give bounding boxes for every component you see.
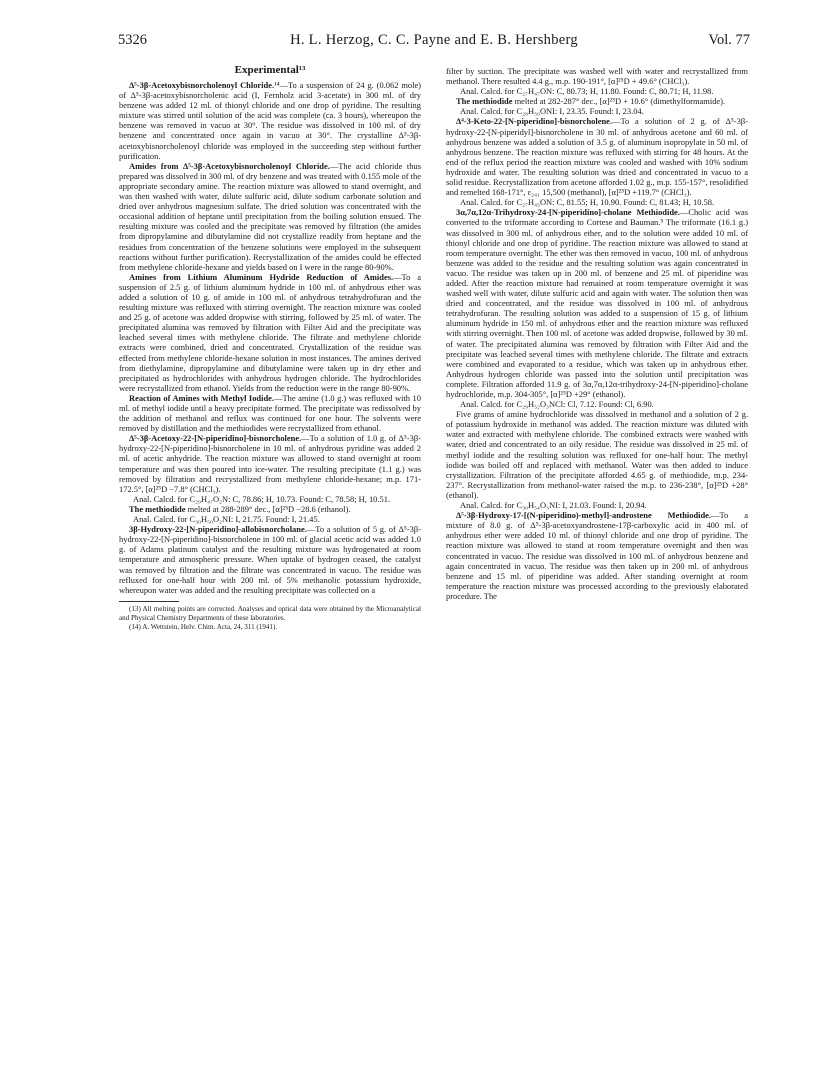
- paragraph-heading: 3α,7α,12α-Trihydroxy-24-[N-piperidino]-cholane Methiodide.: [456, 207, 680, 218]
- analysis-line: Anal. Calcd. for C₂₉H₅₂O₃NCl: Cl, 7.12. Found: Cl, 6.90.: [460, 399, 654, 410]
- paragraph: [119, 272, 421, 393]
- paragraph: [446, 96, 748, 106]
- paragraph: [119, 393, 421, 433]
- page-number: 5326: [118, 32, 147, 48]
- right-column: [446, 66, 748, 601]
- volume-label: Vol. 77: [708, 32, 750, 48]
- paragraph-heading: The methiodide: [129, 503, 186, 514]
- paragraph: [119, 504, 421, 514]
- paragraph: Five grams of amine hydrochloride was dissolved in methanol and a solution of 2 g. of potassium hydroxide in methanol was added. The reaction mixture was diluted with water and extracted with methylene chloride. The combined extracts were washed with water, dried and concentrated to an oily residue. The residue was dissolved in 25 ml. of methyl iodide and the resulting solution was refluxed for one-half hour. The methyl iodide was boiled off and replaced with methanol. Water was then added to induce crystallization. Filtration of the precipitate afforded 4.65 g. of methiodide, m.p. 234-237°. Recrystallization from methanol-water raised the m.p. to 236-238°, [α]²⁵D +28° (ethanol).: [446, 409, 748, 500]
- running-header: [118, 32, 750, 52]
- paragraph-text: —To a solution of 5 g. of Δ⁵-3β-hydroxy-22-[N-piperidino]-bisnorcholene in 100 ml. of glacial acetic acid was added 1.0 g. of Adams platinum catalyst and the resulting mixture was hydrogenated at room temperature and atmospheric pressure. When uptake of hydrogen ceased, the catalyst was removed by filtration and the filtrate was concentrated in vacuo. The residue was refluxed for one-half hour with 200 ml. of 5% methanolic potassium hydroxide, whereupon water was added and the resulting precipitate was collected on a: [119, 524, 421, 595]
- footnote-14: (14) A. Wettstein, Helv. Chim. Acta, 24, 311 (1941).: [129, 622, 278, 631]
- paragraph-text: —To a solution of 2 g. of Δ⁵-3β-hydroxy-22-[N-piperidyl]-bisnorcholene in 30 ml. of anhydrous acetone and 60 ml. of anhydrous benzene was added a solution of 3.5 g. of aluminum isopropylate in 50 ml. of anhydrous benzene. The reaction mixture was refluxed with stirring for 48 hours. At the end of the reflux period the reaction mixture was cooled and washed with 10% sodium hydroxide and water. The resulting solution was dried and concentrated in vacuo to a solid residue. Recrystallization from acetone afforded 1.02 g., m.p. 155-157°, resolidified and remelted 168-171°, ε₂₄₁ 15,500 (methanol), [α]²⁵D +119.7° (CHCl₃).: [446, 116, 748, 198]
- paragraph-heading: Amines from Lithium Aluminum Hydride Reduction of Amides.: [129, 271, 394, 282]
- left-column: [119, 64, 421, 632]
- footnote-13: (13) All melting points are corrected. Analyses and optical data were obtained by the Microanalytical and Physical Chemistry Departments of these laboratories.: [119, 604, 421, 622]
- paragraph-heading: The methiodide: [456, 96, 513, 107]
- paragraph: [446, 510, 748, 601]
- footnote-rule: [119, 601, 179, 602]
- analysis-line: Anal. Calcd. for C₂₈H₅₀ONI: I, 23.35. Found: I, 23.04.: [460, 106, 644, 117]
- paragraph-heading: Δ⁴-3-Keto-22-[N-piperidino]-bisnorcholene.: [456, 116, 613, 127]
- paragraph-text: —To a solution of 1.0 g. of Δ⁵-3β-hydroxy-22-[N-piperidino]-bisnorcholene in 10 ml. of anhydrous pyridine was added 2 ml. of acetic anhydride. The reaction mixture was allowed to stand overnight at room temperature and was then poured into ice-water. The resulting precipitate (1.1 g.) was removed by filtration and recrystallized from methylene chloride-hexane; m.p. 171-172.5°, [α]²⁵D −7.8° (CHCl₃).: [119, 433, 421, 494]
- paragraph-heading: Δ⁵-3β-Hydroxy-17-[(N-piperidino)-methyl]-androstene Methiodide.: [456, 510, 712, 521]
- paragraph: [119, 161, 421, 272]
- analysis-line: Anal. Calcd. for C₃₀H₅₀O₂NI: I, 21.75. Found: I, 21.45.: [133, 514, 320, 525]
- running-authors: H. L. Herzog, C. C. Payne and E. B. Hershberg: [290, 32, 578, 48]
- section-title: Experimental¹³: [234, 64, 306, 76]
- paragraph-text: —The amine (1.0 g.) was refluxed with 10 ml. of methyl iodide until a heavy precipitate formed. The precipitate was redissolved by the addition of methanol and reflux was continued for one hour. The solvents were removed by distillation and the methiodides were recrystallized from ethanol.: [119, 392, 421, 434]
- paragraph: [119, 433, 421, 494]
- analysis-line: Anal. Calcd. for C₂₉H₄₇O₂N: C, 78.86; H, 10.73. Found: C, 78.58; H, 10.51.: [133, 493, 391, 504]
- paragraph-text: —To a suspension of 2.5 g. of lithium aluminum hydride in 100 ml. of anhydrous ether was added a solution of 10 g. of amide in 100 ml. of anhydrous tetrahydrofuran and the resulting mixture was refluxed with stirring overnight. The reaction mixture was cooled and 25 g. of acetone was added dropwise with stirring, followed by 25 ml. of water. The precipitated alumina was removed by filtration with Filter Aid and the precipitate was leached several times with methylene chloride. The filtrate and methylene chloride extracts were combined, dried and concentrated. Crystallization of the residue was effected from methylene chloride-hexane solution in most instances. The amines derived from diethylamine, dipropylamine and dibutylamine were taken up in dry ether and precipitated as hydrochlorides with anhydrous hydrogen chloride. The hydrochlorides were recrystallized from ethanol. Yields from the reduction were in the range 80-90%.: [119, 271, 421, 393]
- paragraph-text: —The acid chloride thus prepared was dissolved in 300 ml. of dry benzene and was treated with 0.155 mole of the appropriate secondary amine. The reaction mixture was allowed to stand overnight, and was then washed with water, dilute sulfuric acid, dilute sodium carbonate solution and dried over anhydrous magnesium sulfate. The dried solution was concentrated with the occasional addition of heptane until precipitation from the boiling solution ensued. The resulting mixture was cooled and the precipitate was removed by filtration (the amides from dipropylamine and dibutylamine did not crystallize readily from heptane and the residues from concentration of the benzene solutions were employed in the subsequent reactions without further purification). Recrystallization of the amides could be effected from methylene chloride-hexane and yields based on I were in the range 80-90%.: [119, 160, 421, 272]
- analysis-line: Anal. Calcd. for C₂₇H₄₃ON: C, 81.55; H, 10.90. Found: C, 81.43; H, 10.58.: [460, 197, 715, 208]
- paragraph-heading: Δ⁵-3β-Acetoxy-22-[N-piperidino]-bisnorcholene.: [129, 433, 302, 444]
- paragraph-text: —To a mixture of 8.0 g. of Δ⁵-3β-acetoxyandrostene-17β-carboxylic acid in 400 ml. of anhydrous ether were added 10 ml. of thionyl chloride and one drop of pyridine. The reaction mixture was allowed to stand at room temperature overnight and then was concentrated in vacuo. The residue was dissolved in 100 ml. of anhydrous benzene and again concentrated in vacuo. The residue was then taken up in 200 ml. of anhydrous benzene and 15 ml. of piperidine was added. After standing overnight at room temperature the reaction mixture was processed according to the previously elaborated procedure. The: [446, 510, 749, 601]
- paragraph: filter by suction. The precipitate was washed well with water and recrystallized from methanol. There resulted 4.4 g., m.p. 190-191°, [α]²⁵D + 49.6° (CHCl₃).: [446, 66, 748, 87]
- paragraph-text: melted at 282-287° dec., [α]²⁵D + 10.6° (dimethylformamide).: [512, 96, 726, 107]
- analysis-line: Anal. Calcd. for C₂₇H₄₇ON: C, 80.73; H, 11.80. Found: C, 80.71; H, 11.98.: [460, 86, 714, 97]
- paragraph: [119, 80, 421, 161]
- paragraph-heading: Reaction of Amines with Methyl Iodide.: [129, 392, 275, 403]
- paragraph-heading: Amides from Δ⁵-3β-Acetoxybisnorcholenoyl Chloride.: [129, 160, 330, 171]
- analysis-line: Anal. Calcd. for C₃₀H₅₄O₃NI: I, 21.03. Found: I, 20.94.: [460, 500, 647, 511]
- paragraph-heading: 3β-Hydroxy-22-[N-piperidino]-allobisnorcholane.: [129, 524, 307, 535]
- paragraph: [119, 524, 421, 595]
- paragraph-text: melted at 288-289° dec., [α]²⁵D −28.6 (ethanol).: [185, 503, 351, 514]
- paragraph: [446, 116, 748, 197]
- paragraph: [446, 207, 748, 399]
- paragraph-heading: Δ⁵-3β-Acetoxybisnorcholenoyl Chloride.: [129, 80, 275, 90]
- paragraph-text: ¹⁴—To a suspension of 24 g. (0.062 mole) of Δ⁵-3β-acetoxybisnorcholenic acid (I, Fernholz acid 3-acetate) in 300 ml. of dry benzene was added 12 ml. of thionyl chloride and one drop of pyridine. The resulting mixture was stirred until solution of the acid was complete (ca. 3 hours), whereupon the benzene was removed in vacuo at 30°. The residue was dissolved in 100 ml. of dry benzene and concentrated once again in vacuo at 30°. The crystalline Δ⁵-3β-acetoxybisnorcholenoyl chloride was employed in the succeeding step without further purification.: [119, 80, 421, 161]
- paragraph-text: —Cholic acid was converted to the triformate according to Cortese and Bauman.⁵ The triformate (16.1 g.) was dissolved in 300 ml. of anhydrous ether, and to the solution were added 10 ml. of thionyl chloride and one drop of pyridine. The reaction mixture was allowed to stand at room temperature overnight. The ether was then removed in vacuo, 100 ml. of anhydrous benzene was added to the residue and the resulting solution was again concentrated in vacuo. The residue was taken up in 200 ml. of benzene and 25 ml. of piperidine was added. After the reaction mixture had remained at room temperature overnight it was washed well with water, dilute sulfuric acid and again with water. The solution then was dried and concentrated, and the residue was dissolved in 100 ml. of anhydrous tetrahydrofuran. The resulting solution was added to a suspension of 15 g. of lithium aluminum hydride in 150 ml. of anhydrous ether and the reaction mixture was refluxed with stirring overnight. Then 100 ml. of acetone was added dropwise, followed by 30 ml. of water. The precipitated alumina was removed by filtration with Filter Aid and the precipitate was leached several times with methylene chloride. The filtrate and extracts were combined and evaporated to a residue, which was taken up in anhydrous ether. Anhydrous hydrogen chloride was passed into the solution until precipitation was complete. Filtration afforded 11.9 g. of 3α,7α,12α-trihydroxy-24-[N-piperidino]-cholane hydrochloride, m.p. 304-305°, [α]²⁵D +29° (ethanol).: [446, 207, 748, 399]
